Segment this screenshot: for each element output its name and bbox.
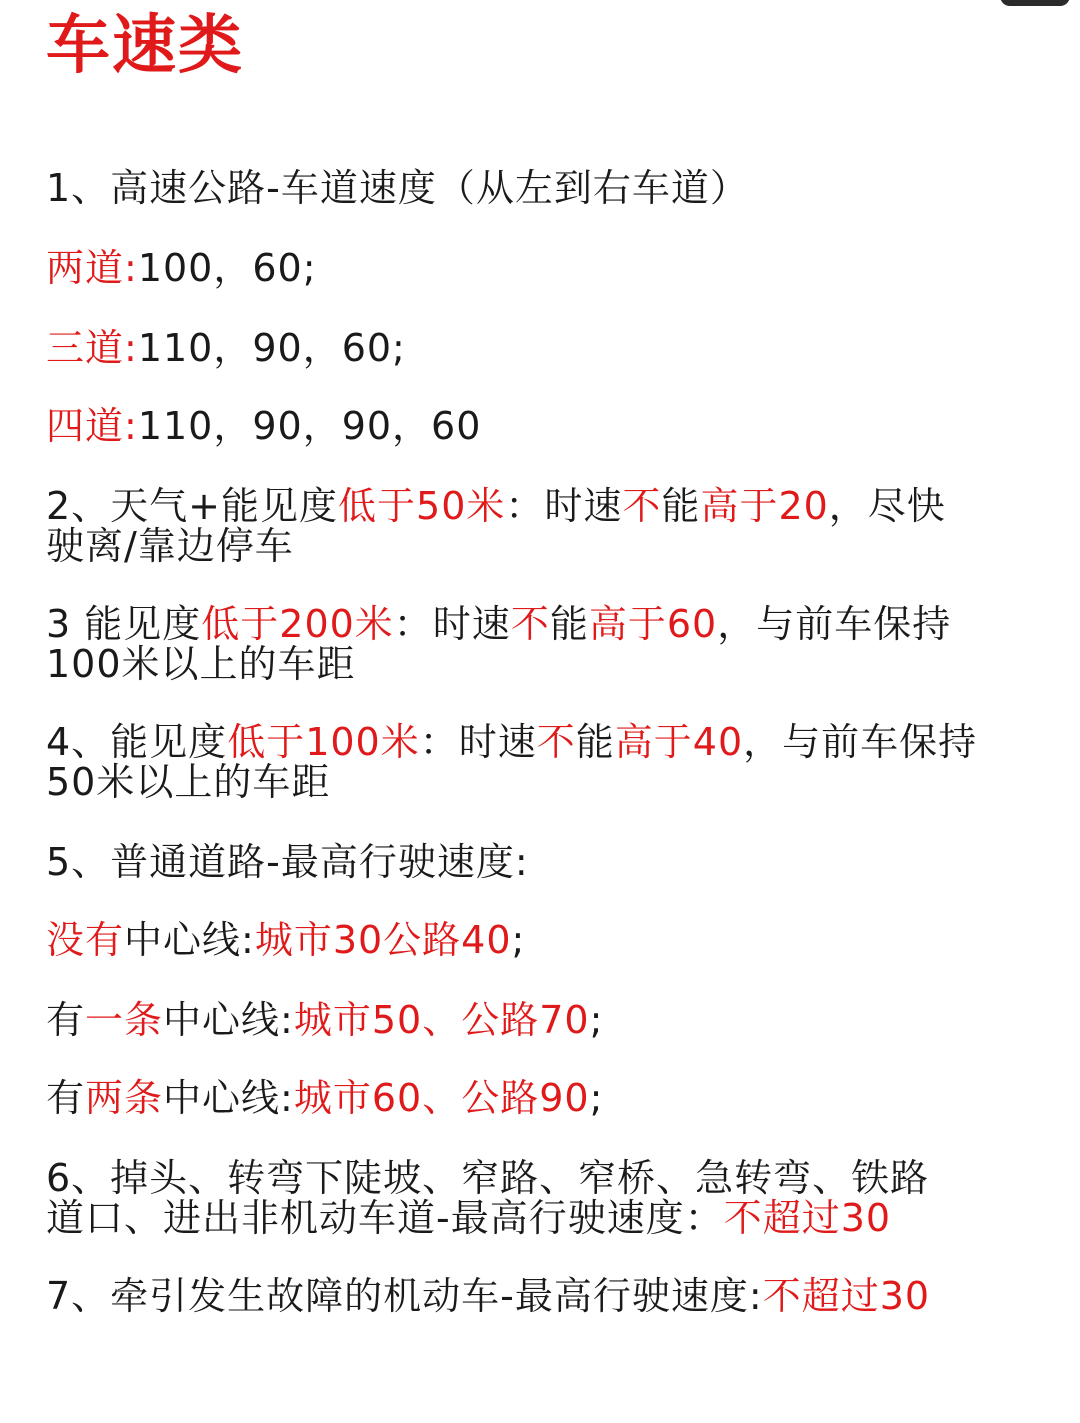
- body-text: 有: [46, 1076, 86, 1120]
- text-line: [46, 1198, 891, 1238]
- body-text: 7、牵引发生故障的机动车-最高行驶速度:: [46, 1274, 763, 1318]
- body-text: ;: [589, 1076, 604, 1120]
- body-text: 中心线:: [163, 1076, 294, 1120]
- body-text: 驶离/靠边停车: [46, 524, 294, 568]
- page-title: 车速类: [46, 9, 244, 83]
- highlight-text: 城市50、公路70: [293, 998, 590, 1042]
- highlight-text: 一条: [85, 998, 164, 1042]
- text-line: [46, 644, 356, 684]
- body-text: ;: [589, 998, 604, 1042]
- highlight-text: 高于20: [700, 484, 829, 528]
- body-text: 2、天气+能见度: [46, 484, 339, 528]
- body-text: 4、能见度: [46, 720, 228, 764]
- body-text: ，与前车保持: [717, 602, 952, 646]
- body-text: 5、普通道路-最高行驶速度:: [46, 840, 529, 884]
- text-line: [46, 328, 406, 368]
- body-text: 110，90，60;: [137, 326, 406, 370]
- highlight-text: 四道:: [46, 404, 138, 448]
- body-text: 能: [575, 720, 615, 764]
- text-line: [46, 842, 529, 882]
- body-text: ，与前车保持: [743, 720, 978, 764]
- text-line: [46, 604, 951, 644]
- highlight-text: 不超过30: [723, 1196, 892, 1240]
- body-text: 100，60;: [137, 246, 317, 290]
- highlight-text: 城市60、公路90: [293, 1076, 590, 1120]
- body-text: 50米以上的车距: [46, 760, 331, 804]
- text-line: [46, 406, 481, 446]
- body-text: 能: [549, 602, 589, 646]
- highlight-text: 高于60: [588, 602, 718, 646]
- body-text: ：时速: [505, 484, 623, 528]
- text-line: [46, 1000, 603, 1040]
- body-text: 110，90，90，60: [137, 404, 482, 448]
- text-line: [46, 248, 317, 288]
- text-line: [46, 762, 330, 802]
- body-text: 6、掉头、转弯下陡坡、窄路、窄桥、急转弯、铁路: [46, 1156, 930, 1200]
- highlight-text: 低于50米: [338, 484, 506, 528]
- body-text: 中心线:: [124, 918, 255, 962]
- body-text: 100米以上的车距: [46, 642, 356, 686]
- text-line: [46, 722, 977, 762]
- highlight-text: 不超过30: [762, 1274, 931, 1318]
- highlight-text: 不: [510, 602, 550, 646]
- highlight-text: 没有: [46, 918, 125, 962]
- text-line: [46, 1276, 930, 1316]
- highlight-text: 高于40: [614, 720, 744, 764]
- text-line: [46, 1158, 929, 1198]
- text-line: [46, 168, 749, 208]
- highlight-text: 两道:: [46, 246, 138, 290]
- highlight-text: 低于100米: [227, 720, 420, 764]
- highlight-text: 不: [536, 720, 576, 764]
- highlight-text: 三道:: [46, 326, 138, 370]
- body-text: ：时速: [419, 720, 537, 764]
- body-text: 3 能见度: [46, 602, 202, 646]
- body-text: ，尽快: [828, 484, 946, 528]
- text-line: [46, 920, 525, 960]
- text-line: [46, 526, 294, 566]
- highlight-text: 两条: [85, 1076, 164, 1120]
- body-text: ;: [511, 918, 526, 962]
- body-text: 道口、进出非机动车道-最高行驶速度：: [46, 1196, 724, 1240]
- text-line: [46, 486, 946, 526]
- corner-indicator: [1000, 0, 1070, 6]
- body-text: 能: [661, 484, 701, 528]
- body-text: 1、高速公路-车道速度（从左到右车道）: [46, 166, 749, 210]
- body-text: ：时速: [393, 602, 511, 646]
- highlight-text: 城市30公路40: [254, 918, 512, 962]
- text-line: [46, 1078, 603, 1118]
- highlight-text: 不: [622, 484, 662, 528]
- body-text: 有: [46, 998, 86, 1042]
- highlight-text: 低于200米: [201, 602, 394, 646]
- body-text: 中心线:: [163, 998, 294, 1042]
